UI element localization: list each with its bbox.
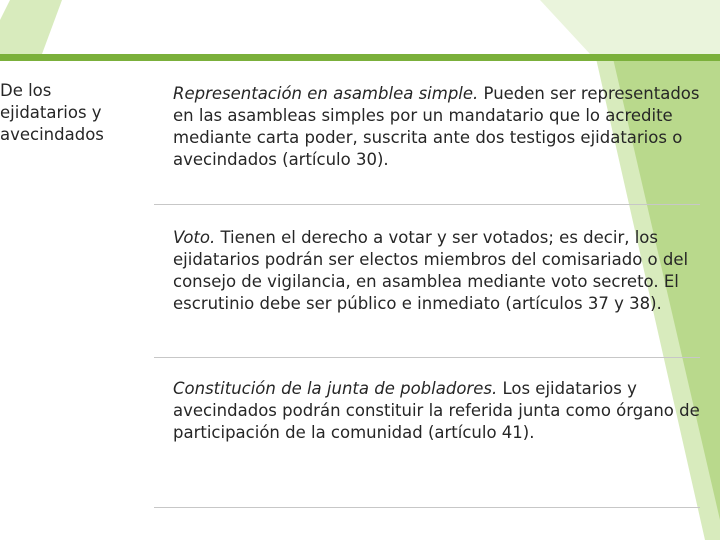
row-lead: Constitución de la junta de pobladores. — [173, 379, 498, 398]
deco-shape-right-top — [540, 0, 720, 54]
accent-bar — [0, 54, 720, 61]
row-lead: Voto. — [173, 228, 216, 247]
row-voto — [150, 205, 706, 357]
row-text: Pueden ser representados en las asambleas simples por un mandatario que lo acredite mediante carta poder, suscrita ante dos testigos ejidatarios o avecindados (artículo 30). — [173, 84, 700, 169]
deco-shape-left — [0, 0, 62, 54]
row-lead: Representación en asamblea simple. — [173, 84, 479, 103]
row-text: Los ejidatarios y avecindados podrán constituir la referida junta como órgano de participación de la comunidad (artículo 41). — [173, 379, 700, 442]
row-divider — [154, 507, 700, 508]
row-text: Tienen el derecho a votar y ser votados; es decir, los ejidatarios podrán ser electos miembros del comisariado o del consejo de vigilancia, en asamblea mediante voto secreto. El escrutinio debe ser público e inmediato (artículos 37 y 38). — [173, 228, 689, 313]
row-header-label: De los ejidatarios y avecindados — [0, 81, 104, 144]
content-rows — [150, 61, 706, 508]
row-representacion — [150, 61, 706, 204]
row-junta — [150, 358, 706, 507]
